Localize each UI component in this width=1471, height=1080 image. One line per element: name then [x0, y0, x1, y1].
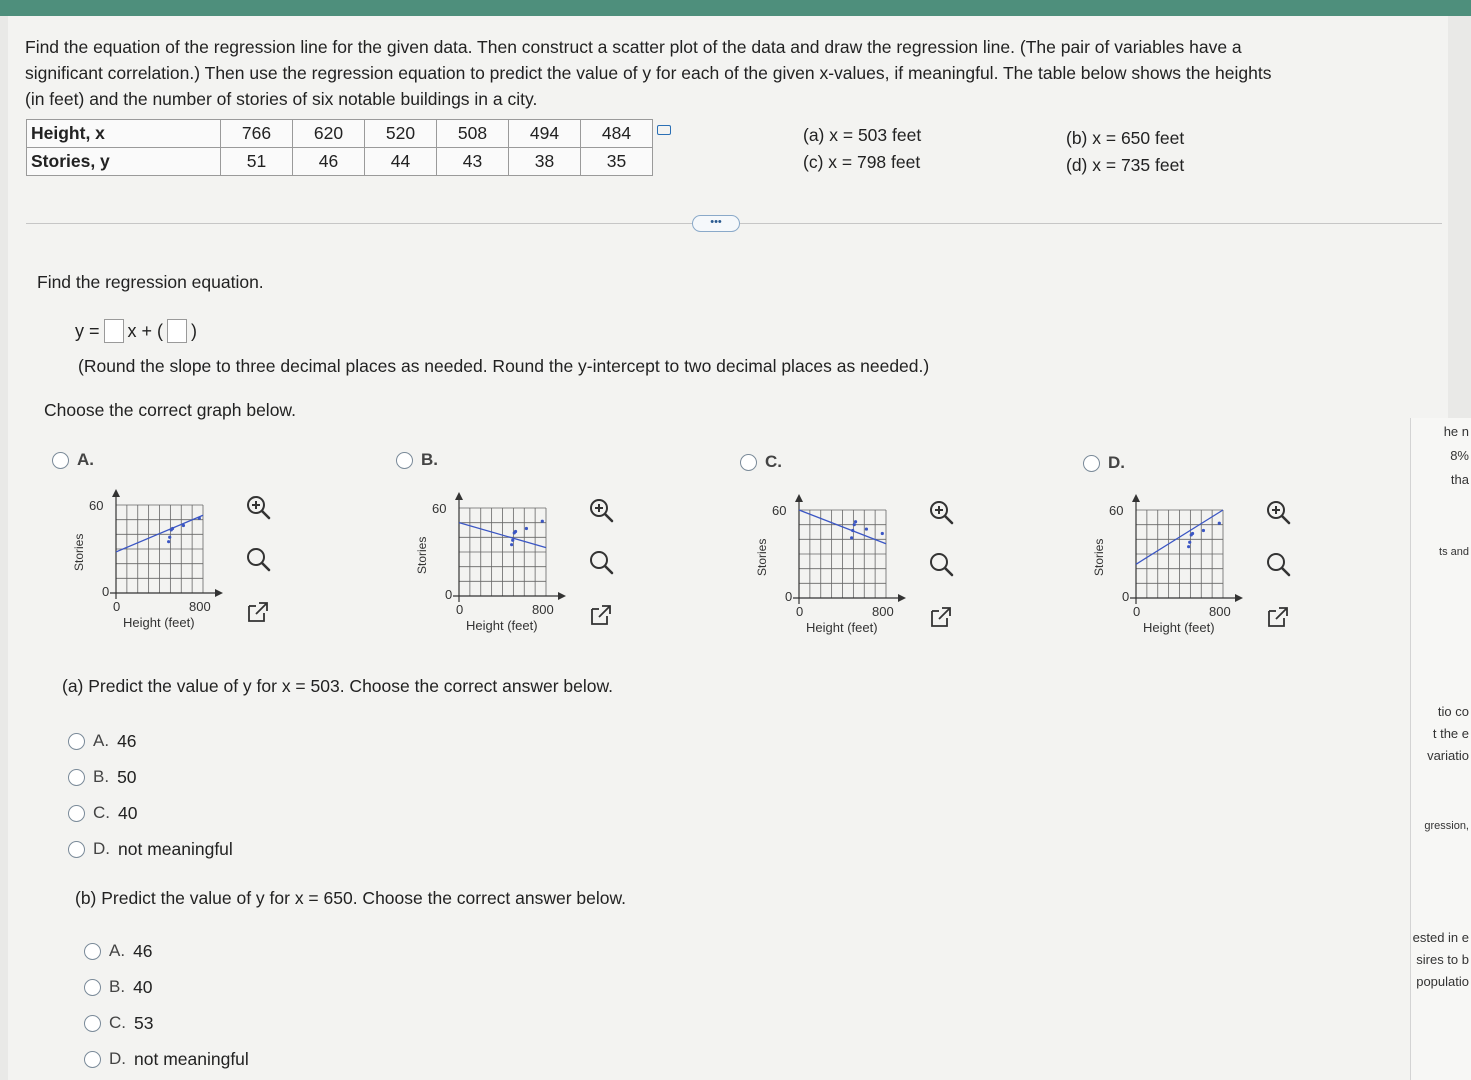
table-cell: 484 — [581, 120, 653, 148]
given-d: (d) x = 735 feet — [1066, 155, 1185, 175]
y-axis-label: Stories — [755, 538, 769, 576]
zoom-out-icon[interactable] — [586, 548, 616, 578]
option-letter: B. — [93, 767, 110, 786]
option-letter: D. — [93, 839, 110, 858]
x-axis-label: Height (feet) — [806, 620, 878, 635]
side-text: variatio — [1427, 748, 1469, 763]
open-new-window-icon[interactable] — [243, 597, 273, 627]
part-a-option-d[interactable] — [68, 831, 233, 867]
table-cell: 494 — [509, 120, 581, 148]
grid — [459, 508, 546, 596]
graph-option-b[interactable] — [396, 450, 438, 470]
given-b: (b) x = 650 feet — [1066, 128, 1185, 148]
side-panel — [1410, 418, 1471, 1080]
y-tick-label: 60 — [89, 498, 104, 513]
x-zero-label: 0 — [796, 604, 804, 619]
zoom-out-icon[interactable] — [243, 545, 273, 575]
radio-button[interactable] — [84, 943, 101, 960]
y-axis-arrow — [795, 494, 803, 502]
x-zero-label: 0 — [456, 602, 464, 617]
table-header-y: Stories, y — [27, 148, 221, 176]
grid — [799, 510, 886, 598]
side-text: t the e — [1432, 726, 1469, 741]
graph-option-a[interactable] — [52, 450, 94, 470]
part-b-options — [84, 933, 249, 1077]
x-tick-label: 800 — [189, 599, 211, 614]
regression-equation — [75, 319, 197, 343]
open-new-window-icon[interactable] — [1263, 602, 1293, 632]
data-point — [1202, 529, 1205, 532]
slope-input[interactable] — [104, 319, 124, 343]
zoom-out-icon[interactable] — [926, 550, 956, 580]
top-bar — [0, 0, 1471, 16]
given-c: (c) x = 798 feet — [803, 152, 921, 172]
table-cell: 508 — [437, 120, 509, 148]
x-axis-arrow — [1235, 594, 1243, 602]
option-text: 40 — [133, 976, 153, 997]
data-point — [865, 527, 868, 530]
data-point — [525, 527, 528, 530]
side-text: he n — [1443, 424, 1469, 439]
table-row-y — [27, 148, 653, 176]
option-letter: A. — [77, 450, 94, 469]
y-axis-arrow — [112, 489, 120, 497]
data-point — [1190, 533, 1193, 536]
radio-button[interactable] — [68, 733, 85, 750]
zoom-in-icon[interactable] — [1263, 498, 1293, 528]
option-text: not meaningful — [134, 1048, 249, 1069]
data-point — [167, 540, 170, 543]
open-new-window-icon[interactable] — [586, 600, 616, 630]
table-cell: 766 — [221, 120, 293, 148]
x-tick-label: 800 — [872, 604, 894, 619]
x-tick-label: 800 — [532, 602, 554, 617]
data-point — [513, 531, 516, 534]
radio-button[interactable] — [84, 1015, 101, 1032]
graph-option-d[interactable] — [1083, 453, 1125, 473]
copy-icon[interactable] — [657, 125, 671, 135]
data-point — [1218, 522, 1221, 525]
option-letter: B. — [109, 977, 126, 996]
y-zero-label: 0 — [102, 584, 110, 599]
radio-button[interactable] — [740, 454, 757, 471]
part-b-option-a[interactable] — [84, 933, 249, 969]
side-text: gression, — [1424, 820, 1469, 832]
problem-line-3: (in feet) and the number of stories of six notable buildings in a city. — [25, 89, 538, 109]
data-point — [541, 520, 544, 523]
data-point — [170, 528, 173, 531]
graph-option-b — [409, 486, 609, 646]
x-axis-arrow — [558, 592, 566, 600]
radio-button[interactable] — [68, 841, 85, 858]
problem-line-2: significant correlation.) Then use the regression equation to predict the value of y for each of the given x-values, if meaningful. The table below shows the heights — [25, 63, 1272, 83]
y-axis-label: Stories — [1092, 538, 1106, 576]
part-a-option-b[interactable] — [68, 759, 233, 795]
yhat-label: y = — [75, 320, 100, 341]
y-tick-label: 60 — [432, 501, 447, 516]
table-cell: 520 — [365, 120, 437, 148]
part-b-option-c[interactable] — [84, 1005, 249, 1041]
y-axis-label: Stories — [72, 533, 86, 571]
table-cell: 38 — [509, 148, 581, 176]
part-a-option-a[interactable] — [68, 723, 233, 759]
side-text: tio co — [1437, 704, 1469, 719]
x-zero-label: 0 — [1133, 604, 1141, 619]
y-tick-label: 60 — [772, 503, 787, 518]
zoom-out-icon[interactable] — [1263, 550, 1293, 580]
table-cell: 620 — [293, 120, 365, 148]
open-new-window-icon[interactable] — [926, 602, 956, 632]
table-row-x — [27, 120, 653, 148]
x-zero-label: 0 — [113, 599, 121, 614]
radio-button[interactable] — [68, 805, 85, 822]
data-table — [26, 119, 653, 176]
data-point — [511, 539, 514, 542]
radio-button[interactable] — [68, 769, 85, 786]
option-letter: A. — [109, 941, 126, 960]
part-b-prompt: (b) Predict the value of y for x = 650. Choose the correct answer below. — [75, 888, 627, 908]
x-axis-arrow — [215, 589, 223, 597]
y-zero-label: 0 — [445, 587, 453, 602]
data-point — [854, 520, 857, 523]
option-letter: D. — [1108, 453, 1125, 472]
y-tick-label: 60 — [1109, 503, 1124, 518]
table-cell: 43 — [437, 148, 509, 176]
option-text: 50 — [117, 766, 137, 787]
radio-button[interactable] — [84, 1051, 101, 1068]
side-text: 8% — [1450, 448, 1469, 463]
graph-option-c[interactable] — [740, 452, 782, 472]
option-letter: A. — [93, 731, 110, 750]
grid — [116, 505, 203, 593]
y-axis-arrow — [1132, 494, 1140, 502]
radio-button[interactable] — [84, 979, 101, 996]
table-cell: 44 — [365, 148, 437, 176]
graph-option-a — [66, 483, 266, 643]
intercept-group: ( ) — [152, 319, 197, 343]
intercept-input[interactable] — [167, 319, 187, 343]
more-button[interactable]: ••• — [692, 215, 740, 232]
option-text: 53 — [134, 1012, 154, 1033]
part-b-option-d[interactable] — [84, 1041, 249, 1077]
given-a: (a) x = 503 feet — [803, 125, 922, 145]
zoom-in-icon[interactable] — [243, 493, 273, 523]
option-letter: C. — [109, 1013, 126, 1032]
grid — [1136, 510, 1223, 598]
data-point — [198, 517, 201, 520]
option-text: 46 — [133, 940, 153, 961]
data-point — [853, 523, 856, 526]
table-cell: 46 — [293, 148, 365, 176]
option-text: 46 — [117, 730, 137, 751]
data-point — [851, 529, 854, 532]
y-axis-label: Stories — [415, 536, 429, 574]
radio-button[interactable] — [1083, 455, 1100, 472]
graph-option-c — [749, 488, 949, 648]
side-text: sires to b — [1416, 952, 1469, 967]
data-point — [182, 524, 185, 527]
x-axis-arrow — [898, 594, 906, 602]
data-point — [1187, 545, 1190, 548]
part-a-option-c[interactable] — [68, 795, 233, 831]
part-a-prompt: (a) Predict the value of y for x = 503. Choose the correct answer below. — [62, 676, 614, 696]
radio-button[interactable] — [396, 452, 413, 469]
x-tick-label: 800 — [1209, 604, 1231, 619]
rounding-note: (Round the slope to three decimal places as needed. Round the y-intercept to two decimal places as needed.) — [78, 356, 930, 376]
x-axis-label: Height (feet) — [466, 618, 538, 633]
regression-prompt: Find the regression equation. — [37, 272, 264, 292]
part-a-options — [68, 723, 233, 867]
option-text: not meaningful — [118, 838, 233, 859]
table-cell: 51 — [221, 148, 293, 176]
x-axis-label: Height (feet) — [1143, 620, 1215, 635]
side-text: populatio — [1416, 974, 1469, 989]
data-point — [1188, 541, 1191, 544]
side-text: ested in e — [1412, 930, 1469, 945]
option-letter: C. — [765, 452, 782, 471]
problem-line-1: Find the equation of the regression line for the given data. Then construct a scatter plot of the data and draw the regression line. (The pair of variables have a — [25, 37, 1242, 57]
data-point — [850, 536, 853, 539]
side-text: ts and — [1439, 546, 1469, 558]
x-axis-label: Height (feet) — [123, 615, 195, 630]
y-axis-arrow — [455, 492, 463, 500]
x-plus-label: x + — [127, 320, 153, 341]
part-b-option-b[interactable] — [84, 969, 249, 1005]
data-point — [168, 536, 171, 539]
graph-option-d — [1086, 488, 1286, 648]
zoom-in-icon[interactable] — [926, 498, 956, 528]
option-text: 40 — [118, 802, 138, 823]
table-cell: 35 — [581, 148, 653, 176]
y-zero-label: 0 — [1122, 589, 1130, 604]
side-text: tha — [1450, 472, 1469, 487]
data-point — [510, 543, 513, 546]
radio-button[interactable] — [52, 452, 69, 469]
data-point — [881, 532, 884, 535]
option-letter: C. — [93, 803, 110, 822]
graph-prompt: Choose the correct graph below. — [44, 400, 296, 420]
table-header-x: Height, x — [27, 120, 221, 148]
problem-statement — [25, 34, 1445, 112]
option-letter: B. — [421, 450, 438, 469]
zoom-in-icon[interactable] — [586, 496, 616, 526]
y-zero-label: 0 — [785, 589, 793, 604]
option-letter: D. — [109, 1049, 126, 1068]
